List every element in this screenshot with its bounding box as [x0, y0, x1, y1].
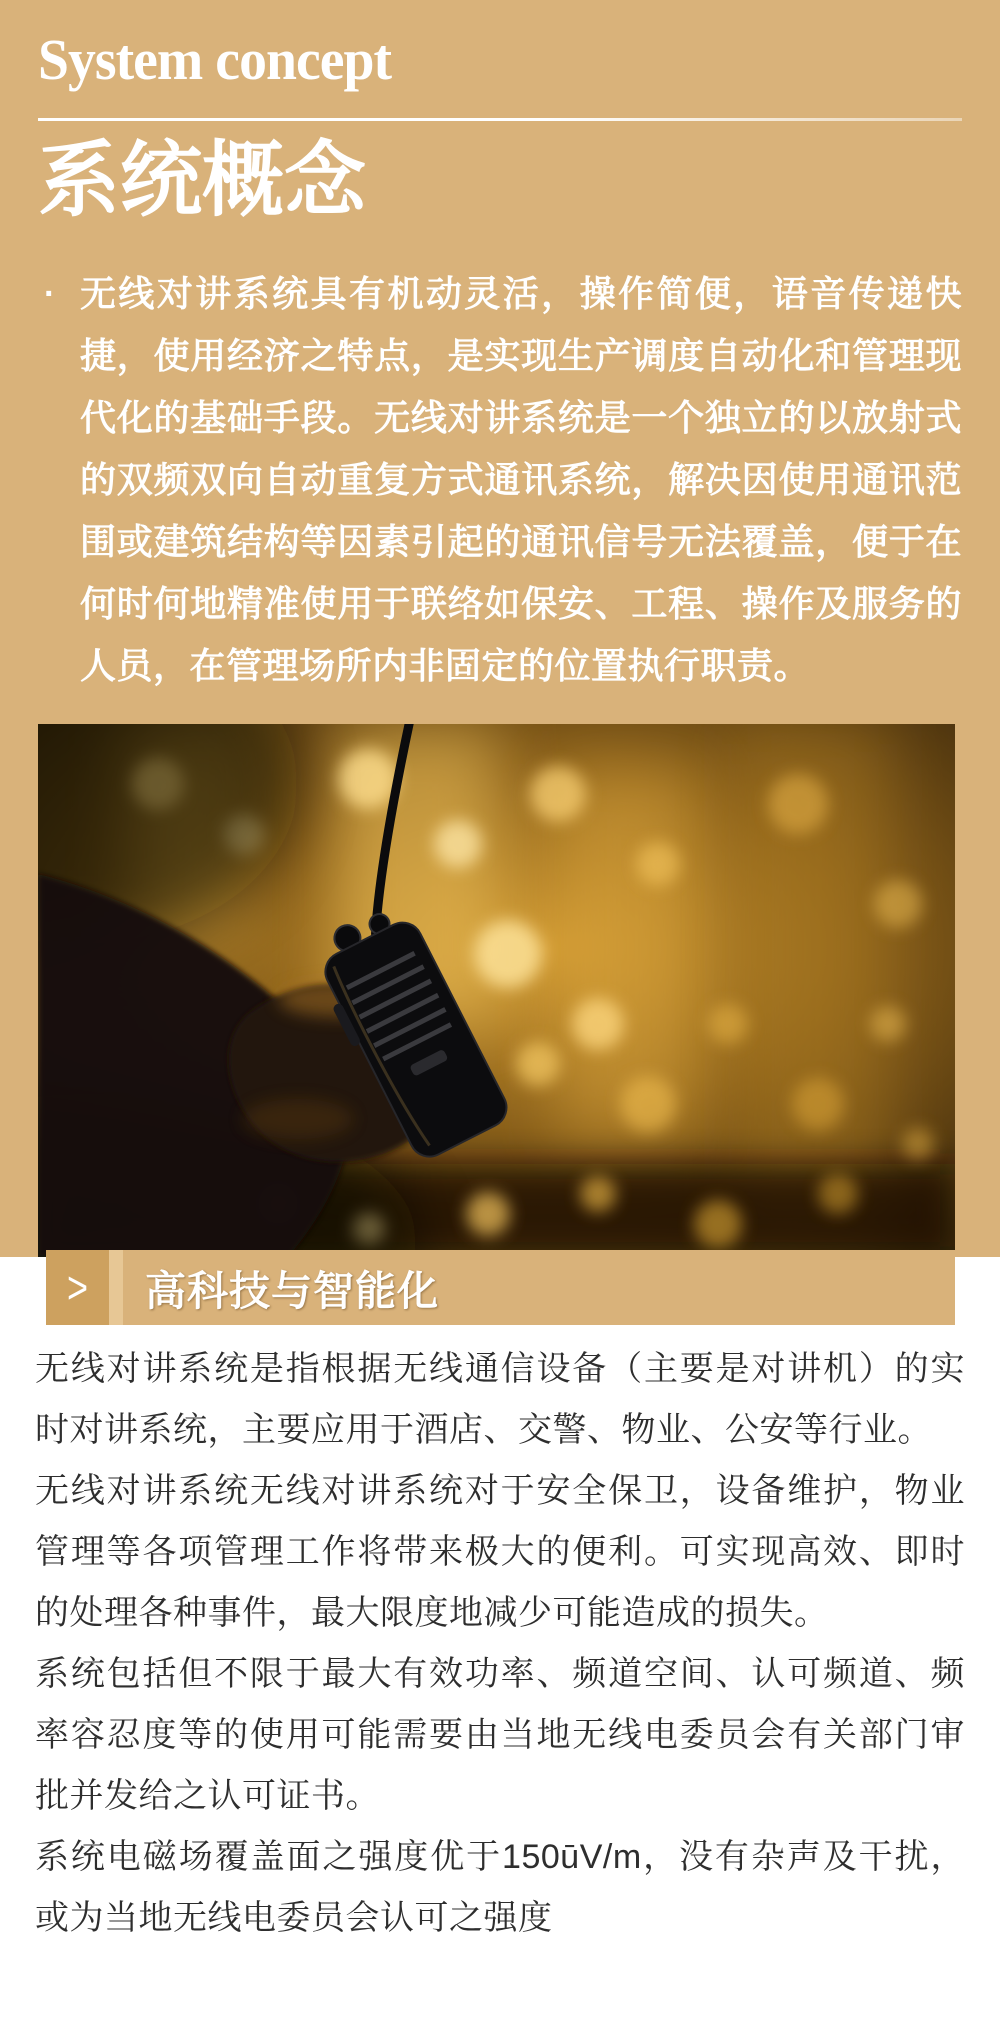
- section-title: 高科技与智能化: [145, 1268, 439, 1314]
- walkie-talkie-photo: [38, 724, 955, 1257]
- body-paragraph: 无线对讲系统是指根据无线通信设备（主要是对讲机）的实时对讲系统，主要应用于酒店、交警、物业、公安等行业。: [35, 1350, 965, 1449]
- chevron-right-icon: >: [66, 1261, 89, 1313]
- hero-paragraph: [38, 263, 962, 697]
- page-title-chinese: 系统概念: [38, 135, 367, 226]
- title-divider-line: [38, 118, 962, 121]
- page-title-english: System concept: [38, 27, 392, 92]
- chevron-box-highlight-strip: [109, 1250, 123, 1325]
- bullet-marker: ·: [44, 275, 56, 313]
- body-paragraph: 无线对讲系统无线对讲系统对于安全保卫，设备维护，物业管理等各项管理工作将带来极大的便利。可实现高效、即时的处理各种事件，最大限度地减少可能造成的损失。: [35, 1472, 965, 1632]
- body-text: [35, 1339, 965, 1965]
- section-header-bar: [46, 1250, 955, 1325]
- body-paragraph: 系统包括但不限于最大有效功率、频道空间、认可频道、频率容忍度等的使用可能需要由当地无线电委员会有关部门审批并发给之认可证书。: [35, 1655, 965, 1815]
- chevron-box: [46, 1250, 109, 1325]
- walkie-talkie-photo-illustration: [38, 724, 955, 1257]
- hero-paragraph-text: 无线对讲系统具有机动灵活，操作简便，语音传递快捷，使用经济之特点，是实现生产调度自动化和管理现代化的基础手段。无线对讲系统是一个独立的以放射式的双频双向自动重复方式通讯系统，解决因使用通讯范围或建筑结构等因素引起的通讯信号无法覆盖，便于在何时何地精准使用于联络如保安、工程、操作及服务的人员，在管理场所内非固定的位置执行职责。: [80, 273, 962, 686]
- body-paragraph: 系统电磁场覆盖面之强度优于150ūV/m，没有杂声及干扰，或为当地无线电委员会认可之强度: [35, 1838, 965, 1937]
